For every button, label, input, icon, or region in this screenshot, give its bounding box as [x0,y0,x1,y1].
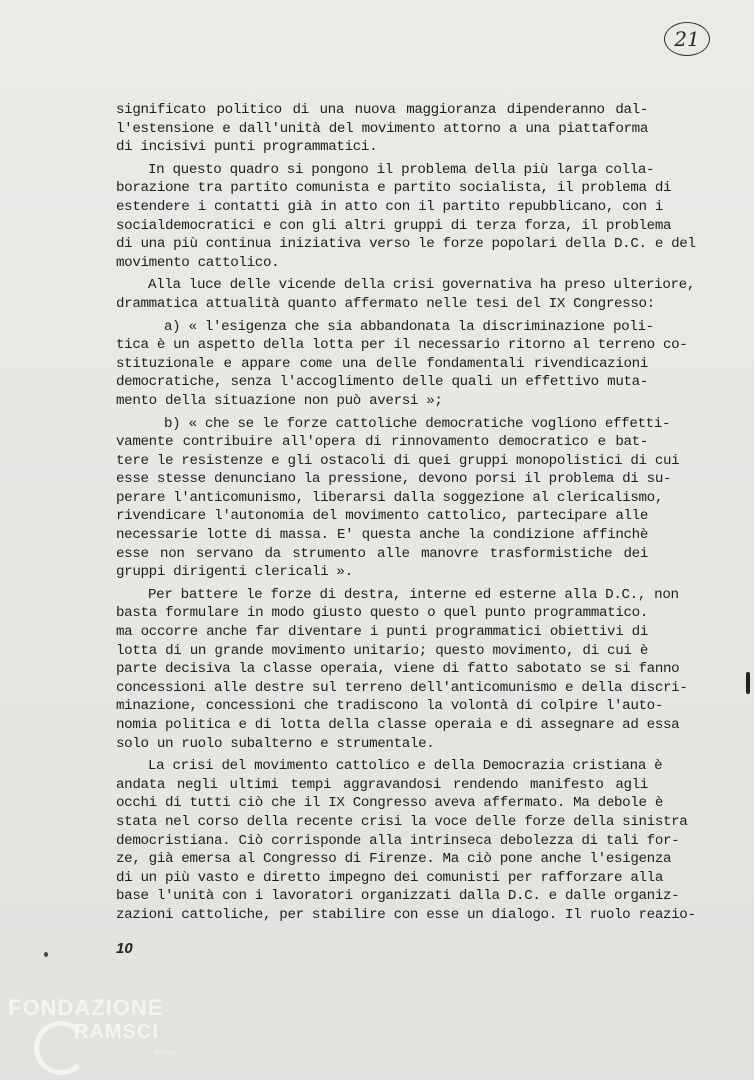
text-line: gruppi dirigenti clericali ». [116,564,353,581]
quote-paragraph [116,318,688,411]
text-line: In questo quadro si pongono il problema della più larga colla- [148,161,655,178]
text-line: ma occorre anche far diventare i punti programmatici obiettivi di [116,624,648,641]
text-line: borazione tra partito comunista e partito socialista, il problema di [116,180,672,197]
text-line: esse non servano da strumento alle manovre trasformistiche dei [116,545,648,562]
watermark-line3: onlus [154,1047,176,1057]
text-line: parte decisiva la classe operaia, viene di fatto sabotato se si fanno [116,661,680,678]
text-line: l'estensione e dall'unità del movimento attorno a una piattaforma [116,120,648,137]
handwritten-page-number: 21 [664,22,710,56]
text-line: estendere i contatti già in atto con il partito repubblicano, con i [116,198,663,215]
text-line: di un più vasto e diretto impegno dei comunisti per rafforzare alla [116,869,663,886]
text-line: significato politico di una nuova maggioranza dipenderanno dal- [116,102,648,118]
text-line: concessioni alle destre sul terreno dell'anticomunismo e della discri- [116,679,688,696]
text-line: nomia politica e di lotta della classe operaia e di assegnare ad essa [116,717,680,733]
watermark-line1: FONDAZIONE [8,995,164,1020]
text-line: zazioni cattoliche, per stabilire con esse un dialogo. Il ruolo reazio- [116,906,696,923]
text-line: minazione, concessioni che tradiscono la volontà di colpire l'auto- [116,698,663,715]
text-line: democratiche, senza l'accoglimento delle quali un effettivo muta- [116,374,648,391]
text-line: La crisi del movimento cattolico e della Democrazia cristiana è [148,758,663,775]
text-line: andata negli ultimi tempi aggravandosi rendendo manifesto agli [116,776,648,793]
text-line: rivendicare l'autonomia del movimento cattolico, partecipare alle [116,508,648,525]
paragraph [116,276,695,313]
text-line: democristiana. Ciò corrisponde alla intrinseca debolezza di tali for- [116,832,680,849]
text-line: base l'unità con i lavoratori organizzati dalla D.C. e dalle organiz- [116,888,680,905]
text-line: di incisivi punti programmatici. [116,139,378,156]
text-line: tica è un aspetto della lotta per il necessario ritorno al terreno co- [116,337,688,354]
text-line: perare l'anticomunismo, liberarsi dalla soggezione al clericalismo, [116,489,663,506]
archive-watermark [4,995,204,1075]
quote-paragraph [116,415,680,582]
paragraph [116,757,696,924]
text-line: di una più continua iniziativa verso le forze popolari della D.C. e del [116,236,696,253]
text-line: stituzionale e appare come una delle fondamentali rivendicazioni [116,355,648,372]
text-line: necessarie lotte di massa. E' questa anche la condizione affinchè [116,527,648,544]
text-line: a) « l'esigenza che sia abbandonata la discriminazione poli- [164,318,654,335]
edge-ink-mark [746,672,750,694]
text-line: tere le resistenze e gli ostacoli di quei gruppi monopolistici di cui [116,452,680,469]
text-line: basta formulare in modo giusto questo o quel punto programmatico. [116,605,648,622]
paragraph [116,161,696,273]
text-line: b) « che se le forze cattoliche democratiche vogliono effetti- [164,415,671,432]
text-line: socialdemocratici e con gli altri gruppi di terza forza, il problema [116,217,672,234]
ink-speck [44,952,48,957]
text-line: drammatica attualità quanto affermato nelle tesi del IX Congresso: [116,295,655,312]
paragraph [116,586,688,753]
text-line: vamente contribuire all'opera di rinnovamento democratico e bat- [116,434,648,451]
text-line: Alla luce delle vicende della crisi governativa ha preso ulteriore, [148,277,695,294]
text-line: ze, già emersa al Congresso di Firenze. Ma ciò pone anche l'esigenza [116,851,672,868]
page-number: 10 [116,940,133,957]
text-line: esse stesse denunciano la pressione, devono porsi il problema di su- [116,471,672,488]
text-line: movimento cattolico. [116,254,280,271]
text-line: occhi di tutti ciò che il IX Congresso aveva affermato. Ma debole è [116,795,663,812]
text-line: stata nel corso della recente crisi la voce delle forze della sinistra [116,813,688,830]
body-text [116,101,696,929]
paragraph [116,101,648,157]
text-line: solo un ruolo subalterno e strumentale. [116,735,435,752]
text-line: mento della situazione non può aversi »; [116,392,443,409]
watermark-line2: RAMSCI [74,1021,159,1043]
text-line: Per battere le forze di destra, interne ed esterne alla D.C., non [148,586,679,603]
text-line: lotta di un grande movimento unitario; questo movimento, di cui è [116,642,648,659]
